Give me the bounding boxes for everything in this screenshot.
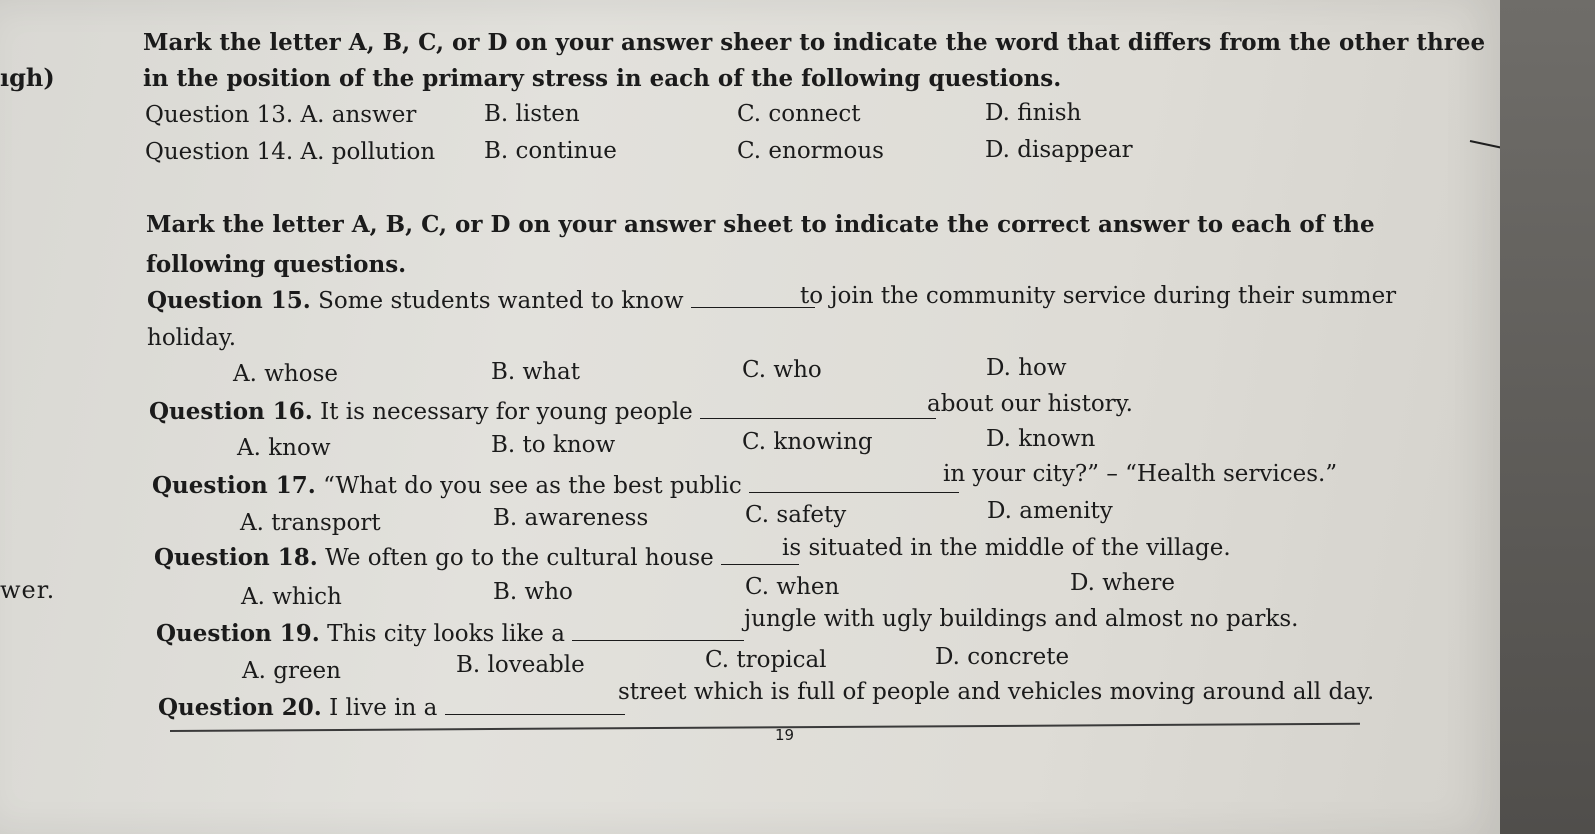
left-edge-fragment-2: wer.: [0, 576, 56, 604]
question-16-option-a: A. know: [237, 435, 331, 461]
question-18-option-d: D. where: [1070, 570, 1175, 596]
question-20-text-after: street which is full of people and vehicles moving around all day.: [618, 679, 1375, 705]
question-19-stem: [156, 622, 744, 646]
question-16-label: Question 16.: [149, 398, 313, 425]
question-20-blank: [445, 696, 625, 715]
question-13-option-c: C. connect: [737, 101, 861, 127]
question-15-blank: [691, 289, 815, 308]
question-19-option-d: D. concrete: [935, 644, 1070, 670]
question-19-option-b: B. loveable: [456, 652, 585, 678]
question-17-text-after: in your city?” – “Health services.”: [943, 461, 1338, 487]
question-15-option-a: A. whose: [233, 361, 338, 387]
question-14: [145, 141, 435, 164]
footer-rule: [170, 723, 1360, 732]
question-16-text-after: about our history.: [927, 391, 1133, 417]
question-14-option-c: C. enormous: [737, 138, 884, 164]
question-14-option-d: D. disappear: [985, 137, 1133, 163]
question-17-option-b: B. awareness: [493, 505, 649, 531]
question-14-option-b: B. continue: [484, 138, 617, 164]
question-18-option-b: B. who: [493, 579, 573, 605]
question-19-option-a: A. green: [242, 658, 341, 684]
question-13-label: Question 13. A. answer: [145, 102, 417, 128]
question-15-text-continued: holiday.: [147, 325, 237, 351]
question-20-label: Question 20.: [158, 694, 322, 721]
background-surface: [1500, 0, 1595, 834]
question-17-label: Question 17.: [152, 472, 316, 499]
stress-instruction-line-2: in the position of the primary stress in each of the following questions.: [143, 65, 1062, 92]
question-17-option-d: D. amenity: [987, 498, 1113, 524]
question-19-text-before: This city looks like a: [327, 621, 565, 647]
question-13-option-d: D. finish: [985, 100, 1082, 126]
question-18-text-after: is situated in the middle of the village.: [782, 535, 1231, 561]
question-13-option-b: B. listen: [484, 101, 580, 127]
question-18-stem: [154, 546, 799, 570]
question-15-text-before: Some students wanted to know: [318, 288, 684, 314]
question-16-blank: [700, 400, 936, 419]
question-19-blank: [572, 622, 744, 641]
question-16-text-before: It is necessary for young people: [320, 399, 693, 425]
question-20-stem: [158, 696, 625, 720]
question-18-option-a: A. which: [241, 584, 342, 610]
question-15-option-b: B. what: [491, 359, 580, 385]
question-18-label: Question 18.: [154, 544, 318, 571]
left-edge-fragment-1: ıgh): [0, 63, 55, 92]
question-19-option-c: C. tropical: [705, 647, 827, 673]
question-14-label: Question 14. A. pollution: [145, 139, 436, 165]
question-13: [145, 104, 416, 127]
question-16-option-b: B. to know: [491, 432, 616, 458]
question-18-text-before: We often go to the cultural house: [325, 545, 714, 571]
question-19-text-after: jungle with ugly buildings and almost no parks.: [744, 606, 1299, 632]
question-18-option-c: C. when: [745, 574, 840, 600]
correct-instruction-line-1: Mark the letter A, B, C, or D on your answer sheet to indicate the correct answer to each of the: [146, 211, 1375, 238]
stress-instruction-line-1: Mark the letter A, B, C, or D on your answer sheer to indicate the word that differs from the other three: [143, 29, 1486, 56]
question-20-text-before: I live in a: [329, 695, 438, 721]
question-15-text-after: to join the community service during their summer: [800, 283, 1397, 309]
question-17-blank: [749, 474, 959, 493]
question-17-text-before: “What do you see as the best public: [323, 473, 742, 499]
question-17-option-a: A. transport: [240, 510, 381, 536]
question-15-option-d: D. how: [986, 355, 1067, 381]
question-16-option-d: D. known: [986, 426, 1096, 452]
question-16-option-c: C. knowing: [742, 429, 873, 455]
page-number: 19: [775, 726, 795, 744]
question-15-option-c: C. who: [742, 357, 822, 383]
question-17-stem: [152, 474, 959, 498]
question-15-label: Question 15.: [147, 287, 311, 314]
question-16-stem: [149, 400, 936, 424]
question-15-stem: [147, 289, 815, 313]
question-17-option-c: C. safety: [745, 502, 847, 528]
correct-instruction-line-2: following questions.: [146, 251, 407, 278]
question-19-label: Question 19.: [156, 620, 320, 647]
